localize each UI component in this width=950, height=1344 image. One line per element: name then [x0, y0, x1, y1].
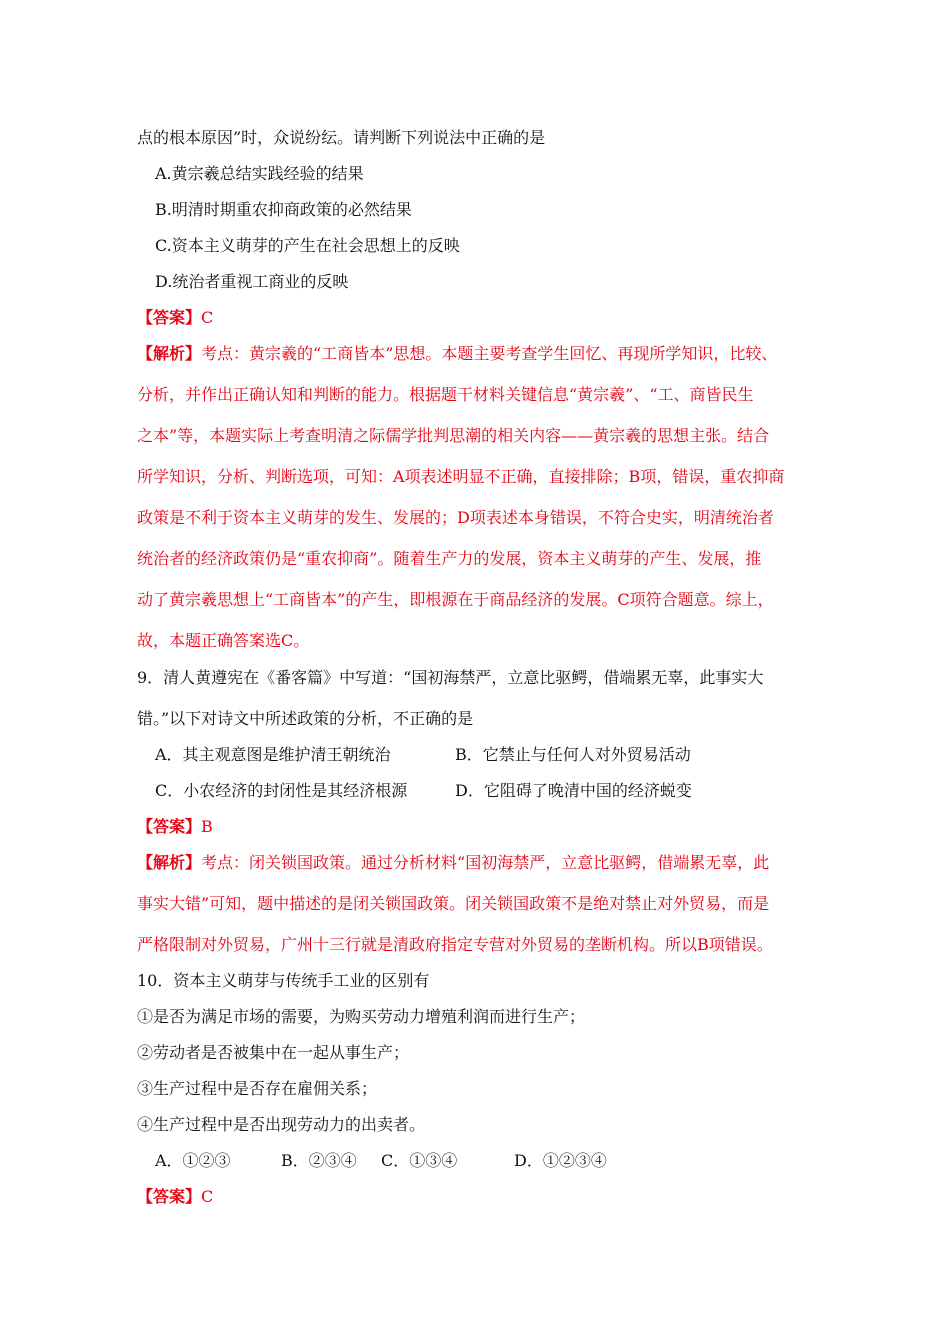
- q9-option-a: A．其主观意图是维护清王朝统治: [155, 745, 391, 764]
- q9-answer: [137, 817, 213, 837]
- q8-analysis-line-2: 分析，并作出正确认知和判断的能力。根据题干材料关键信息“黄宗羲”、“工、商皆民生: [137, 385, 754, 404]
- q8-analysis-line-4: 所学知识，分析、判断选项，可知：A项表述明显不正确，直接排除；B项，错误，重农抑商: [137, 467, 785, 486]
- q10-item-4: ④生产过程中是否出现劳动力的出卖者。: [137, 1115, 426, 1134]
- q9-analysis-line-2: 事实大错”可知，题中描述的是闭关锁国政策。闭关锁国政策不是绝对禁止对外贸易，而是: [137, 894, 770, 913]
- q10-option-d: D．①②③④: [514, 1151, 607, 1170]
- answer-label: 【答案】: [137, 817, 202, 836]
- answer-value: B: [201, 817, 213, 836]
- q9-analysis-line-3: 严格限制对外贸易，广州十三行就是清政府指定专营对外贸易的垄断机构。所以B项错误。: [137, 935, 773, 954]
- q10-option-a: A．①②③: [155, 1151, 231, 1170]
- q8-option-b: B.明清时期重农抑商政策的必然结果: [155, 200, 412, 219]
- q8-option-d: D.统治者重视工商业的反映: [155, 272, 349, 291]
- q8-analysis-line-6: 统治者的经济政策仍是“重农抑商”。随着生产力的发展，资本主义萌芽的产生、发展，推: [137, 549, 762, 568]
- q9-analysis-line-1: [137, 853, 769, 873]
- q10-item-2: ②劳动者是否被集中在一起从事生产；: [137, 1043, 410, 1062]
- analysis-text: 考点：黄宗羲的“工商皆本”思想。本题主要考查学生回忆、再现所学知识，比较、: [201, 344, 778, 363]
- q8-analysis-line-5: 政策是不利于资本主义萌芽的发生、发展的；D项表述本身错误，不符合史实，明清统治者: [137, 508, 774, 527]
- q10-item-3: ③生产过程中是否存在雇佣关系；: [137, 1079, 378, 1098]
- answer-label: 【答案】: [137, 308, 202, 327]
- q8-option-a: A.黄宗羲总结实践经验的结果: [155, 164, 364, 183]
- q8-analysis-line-3: 之本”等，本题实际上考查明清之际儒学批判思潮的相关内容——黄宗羲的思想主张。结合: [137, 426, 770, 445]
- q8-option-c: C.资本主义萌芽的产生在社会思想上的反映: [155, 236, 460, 255]
- q10-option-b: B．②③④: [281, 1151, 357, 1170]
- q8-analysis-line-7: 动了黄宗羲思想上“工商皆本”的产生，即根源在于商品经济的发展。C项符合题意。综上，: [137, 590, 774, 609]
- analysis-text: 考点：闭关锁国政策。通过分析材料“国初海禁严，立意比驱鳄，借端累无辜，此: [201, 853, 770, 872]
- answer-value: C: [201, 1187, 214, 1206]
- q9-option-c: C．小农经济的封闭性是其经济根源: [155, 781, 408, 800]
- q8-analysis-line-1: [137, 344, 777, 364]
- q10-option-c: C．①③④: [381, 1151, 458, 1170]
- q10-answer: [137, 1187, 213, 1207]
- q9-options-row-1: [155, 745, 691, 765]
- q9-option-d: D．它阻碍了晚清中国的经济蜕变: [455, 781, 692, 800]
- q8-analysis-line-8: 故，本题正确答案选C。: [137, 631, 310, 650]
- q9-options-row-2: [155, 781, 692, 801]
- q8-stem: 点的根本原因”时，众说纷纭。请判断下列说法中正确的是: [137, 128, 546, 147]
- q9-option-b: B．它禁止与任何人对外贸易活动: [455, 745, 691, 764]
- answer-value: C: [201, 308, 214, 327]
- q9-stem-line-1: 9．清人黄遵宪在《番客篇》中写道：“国初海禁严，立意比驱鳄，借端累无辜，此事实大: [137, 668, 764, 687]
- analysis-label: 【解析】: [137, 344, 202, 363]
- answer-label: 【答案】: [137, 1187, 202, 1206]
- q8-answer: [137, 308, 213, 328]
- q10-stem: 10．资本主义萌芽与传统手工业的区别有: [137, 971, 430, 990]
- q10-item-1: ①是否为满足市场的需要，为购买劳动力增殖利润而进行生产；: [137, 1007, 586, 1026]
- q9-stem-line-2: 错。”以下对诗文中所述政策的分析，不正确的是: [137, 709, 474, 728]
- analysis-label: 【解析】: [137, 853, 202, 872]
